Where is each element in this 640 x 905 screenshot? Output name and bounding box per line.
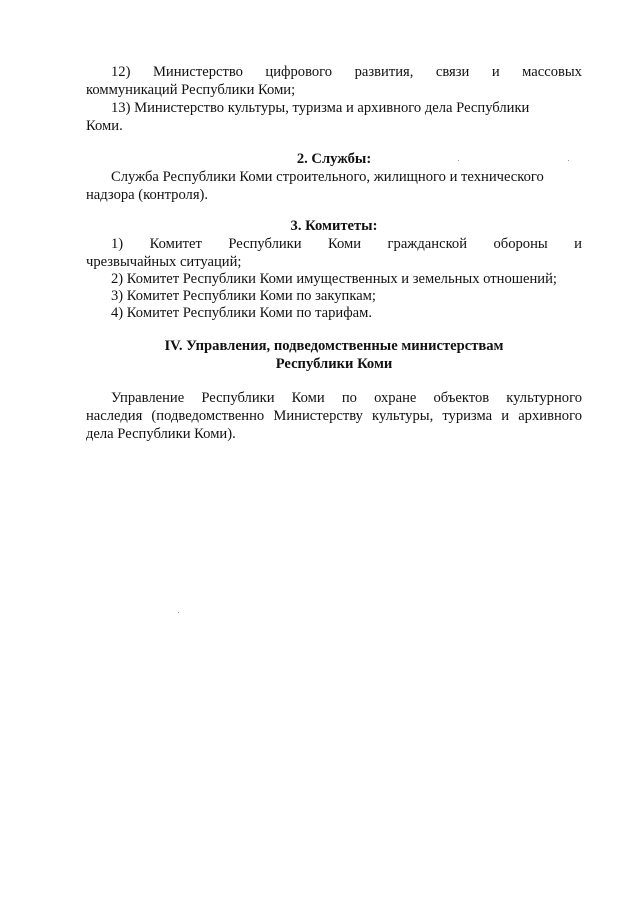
word: гражданской [387,236,468,252]
scan-speck [568,160,569,161]
services-text-line2: надзора (контроля). [86,187,209,203]
word: массовых [522,64,582,80]
departments-text-line2: наследия (подведомственно Министерству культуры, туризма и архивного [86,408,582,424]
services-heading: 2. Службы: [296,151,372,167]
word: развития, [354,64,414,80]
scan-speck [178,612,179,613]
committees-heading: 3. Комитеты: [290,218,378,234]
departments-heading [86,337,582,373]
ministry-item-13-line1: 13) Министерство культуры, туризма и архивного дела Республики [111,100,530,116]
committee-item-1-line1 [86,235,582,253]
departments-text [86,389,582,443]
committee-item-1-line2: чрезвычайных ситуаций; [86,254,242,270]
ministry-item-12-line2: коммуникаций Республики Коми; [86,82,296,98]
ministry-item-12-line1 [86,63,582,81]
word: цифрового [265,64,333,80]
committee-item-3-text: 3) Комитет Республики Коми по закупкам; [111,288,376,304]
word: Министерство [152,64,243,80]
word: Коми [328,236,362,252]
scan-speck [458,160,459,161]
committee-item-1 [86,235,582,271]
word: и [574,236,582,252]
departments-heading-line2: Республики Коми [275,356,393,372]
ministry-item-12 [86,63,582,99]
word: связи [435,64,470,80]
ministry-item-13 [86,99,582,135]
word: обороны [493,236,548,252]
word: Республики [228,236,302,252]
word: и [491,64,500,80]
departments-text-line1: Управление Республики Коми по охране объектов культурного [111,390,582,406]
word: Комитет [149,236,202,252]
services-text [86,168,582,204]
ministry-item-13-line2: Коми. [86,118,123,134]
committee-item-2 [86,270,582,288]
departments-heading-line1: IV. Управления, подведомственные министерствам [164,338,504,354]
services-text-line1: Служба Республики Коми строительного, жилищного и технического [111,169,544,185]
committee-item-2-text: 2) Комитет Республики Коми имущественных и земельных отношений; [111,271,557,287]
departments-text-line3: дела Республики Коми). [86,426,236,442]
committee-item-3 [86,287,582,305]
committee-item-4-text: 4) Комитет Республики Коми по тарифам. [111,305,373,321]
word: 1) [111,236,124,252]
word: 12) [111,64,131,80]
committee-item-4 [86,304,582,322]
